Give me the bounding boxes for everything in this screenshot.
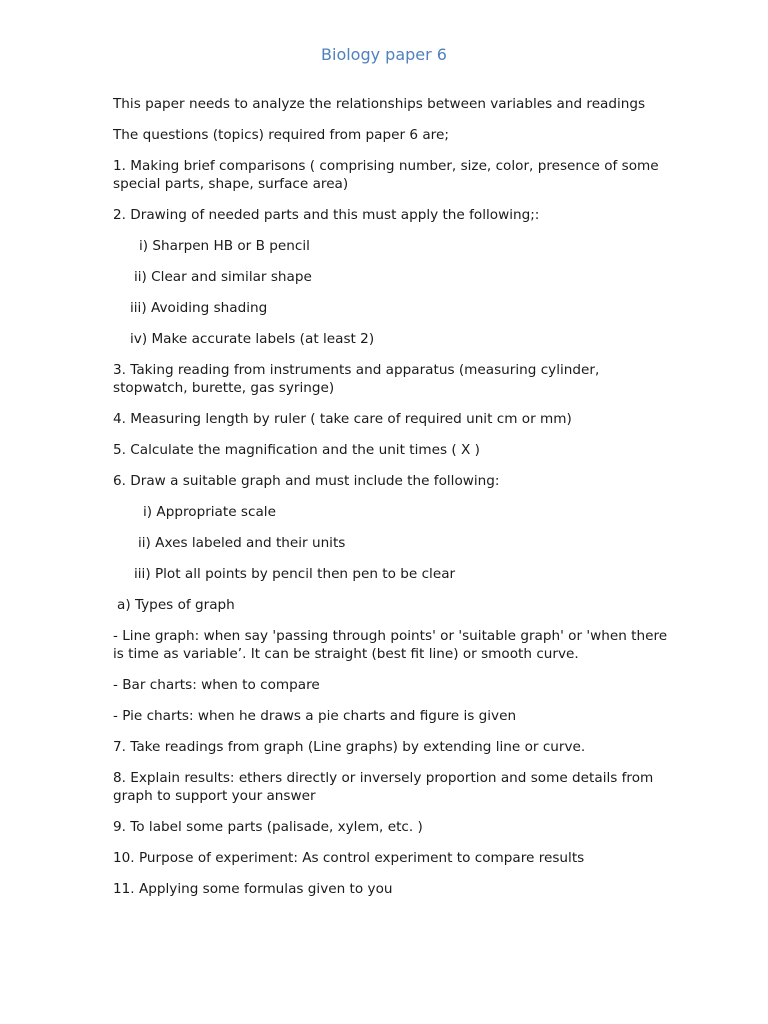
pie-chart-note: - Pie charts: when he draws a pie charts and figure is given: [113, 708, 517, 724]
item-2-sub-i: i) Sharpen HB or B pencil: [139, 238, 310, 254]
document-body: [113, 95, 673, 911]
item-11: 11. Applying some formulas given to you: [113, 881, 393, 897]
graph-types-heading: a) Types of graph: [117, 597, 235, 613]
item-6-sub-i: i) Appropriate scale: [143, 504, 276, 520]
item-2-sub-iii: iii) Avoiding shading: [130, 300, 268, 316]
item-6: 6. Draw a suitable graph and must include the following:: [113, 473, 500, 489]
item-7: 7. Take readings from graph (Line graphs) by extending line or curve.: [113, 739, 586, 755]
topics-intro: The questions (topics) required from paper 6 are;: [113, 127, 449, 143]
item-2-sub-ii: ii) Clear and similar shape: [134, 269, 312, 285]
page-title: Biology paper 6: [321, 45, 447, 64]
item-2: 2. Drawing of needed parts and this must apply the following;:: [113, 207, 540, 223]
intro-paragraph: This paper needs to analyze the relationships between variables and readings: [113, 96, 646, 112]
item-6-sub-ii: ii) Axes labeled and their units: [138, 535, 346, 551]
item-10: 10. Purpose of experiment: As control experiment to compare results: [113, 850, 585, 866]
item-9: 9. To label some parts (palisade, xylem, etc. ): [113, 819, 423, 835]
item-2-sub-iv: iv) Make accurate labels (at least 2): [130, 331, 375, 347]
item-5: 5. Calculate the magnification and the unit times ( X ): [113, 442, 480, 458]
item-1: 1. Making brief comparisons ( comprising number, size, color, presence of some special parts, shape, surface area): [113, 158, 663, 192]
item-8: 8. Explain results: ethers directly or inversely proportion and some details from graph to support your answer: [113, 770, 658, 804]
bar-chart-note: - Bar charts: when to compare: [113, 677, 320, 693]
item-4: 4. Measuring length by ruler ( take care of required unit cm or mm): [113, 411, 572, 427]
line-graph-note: - Line graph: when say 'passing through points' or 'suitable graph' or 'when there is time as variable’. It can be straight (best fit line) or smooth curve.: [113, 628, 672, 662]
item-6-sub-iii: iii) Plot all points by pencil then pen to be clear: [134, 566, 456, 582]
item-3: 3. Taking reading from instruments and apparatus (measuring cylinder, stopwatch, burette, gas syringe): [113, 362, 604, 396]
